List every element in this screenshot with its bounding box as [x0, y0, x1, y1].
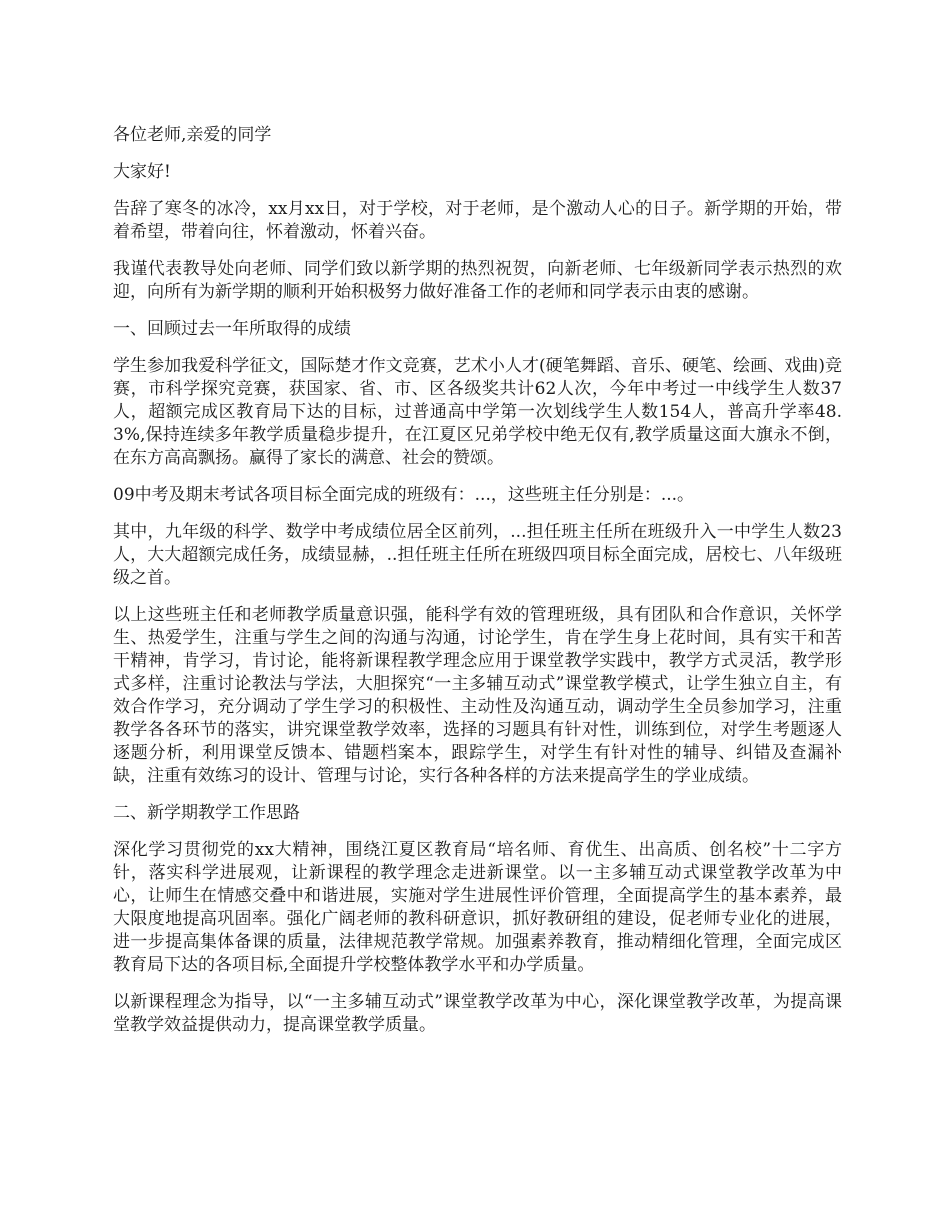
- paragraph-thanks: 我谨代表教导处向老师、同学们致以新学期的热烈祝贺，向新老师、七年级新同学表示热烈的欢迎，向所有为新学期的顺利开始积极努力做好准备工作的老师和同学表示由衷的感谢。: [113, 259, 842, 302]
- greeting: 各位老师,亲爱的同学: [113, 125, 272, 145]
- section-heading-review: 一、回顾过去一年所取得的成绩: [113, 319, 351, 339]
- paragraph-plan: 深化学习贯彻党的xx大精神，围绕江夏区教育局“培名师、育优生、出高质、创名校”十二字方针，落实科学进展观，让新课程的教学理念走进新课堂。以一主多辅互动式课堂教学改革为中心，让师生在情感交叠中和谐进展，实施对学生进展性评价管理，全面提高学生的基本素养，最大限度地提高巩固率。强化广阔老师的教科研意识，抓好教研组的建设，促老师专业化的进展，进一步提高集体备课的质量，法律规范教学常规。加强素养教育，推动精细化管理，全面完成区教育局下达的各项目标,全面提升学校整体教学水平和办学质量。: [113, 840, 842, 975]
- paragraph-classes: 09中考及期末考试各项目标全面完成的班级有：...，这些班主任分别是：...。: [113, 485, 695, 505]
- paragraph-grade-nine: 其中，九年级的科学、数学中考成绩位居全区前列，...担任班主任所在班级升入一中学生人数23人，大大超额完成任务，成绩显赫，..担任班主任所在班级四项目标全面完成，居校七、八年级班级之首。: [113, 522, 842, 588]
- salutation: 大家好!: [113, 162, 171, 182]
- section-heading-plan: 二、新学期教学工作思路: [113, 803, 300, 823]
- paragraph-guidance: 以新课程理念为指导，以“一主多辅互动式”课堂教学改革为中心，深化课堂教学改革，为提高课堂教学效益提供动力，提高课堂教学质量。: [113, 992, 842, 1035]
- paragraph-opening: 告辞了寒冬的冰冷，xx月xx日，对于学校，对于老师，是个激动人心的日子。新学期的开始，带着希望，带着向往，怀着激动，怀着兴奋。: [113, 199, 842, 242]
- paragraph-teachers: 以上这些班主任和老师教学质量意识强，能科学有效的管理班级，具有团队和合作意识，关怀学生、热爱学生，注重与学生之间的沟通与沟通，讨论学生，肯在学生身上花时间，具有实干和苦干精神，肯学习，肯讨论，能将新课程教学理念应用于课堂教学实践中，教学方式灵活，教学形式多样，注重讨论教法与学法，大胆探究“一主多辅互动式”课堂教学模式，让学生独立自主，有效合作学习，充分调动了学生学习的积极性、主动性及沟通互动，调动学生全员参加学习，注重教学各各环节的落实，讲究课堂教学效率，选择的习题具有针对性，训练到位，对学生考题逐人逐题分析，利用课堂反馈本、错题档案本，跟踪学生，对学生有针对性的辅导、纠错及查漏补缺，注重有效练习的设计、管理与讨论，实行各种各样的方法来提高学生的学业成绩。: [113, 605, 842, 786]
- paragraph-achievements: 学生参加我爱科学征文，国际楚才作文竞赛，艺术小人才(硬笔舞蹈、音乐、硬笔、绘画、戏曲)竞赛，市科学探究竞赛，获国家、省、市、区各级奖共计62人次，今年中考过一中线学生人数37人，超额完成区教育局下达的目标，过普通高中学第一次划线学生人数154人，普高升学率48.3%,保持连续多年教学质量稳步提升，在江夏区兄弟学校中绝无仅有,教学质量这面大旗永不倒，在东方高高飘扬。赢得了家长的满意、社会的赞颂。: [113, 356, 842, 468]
